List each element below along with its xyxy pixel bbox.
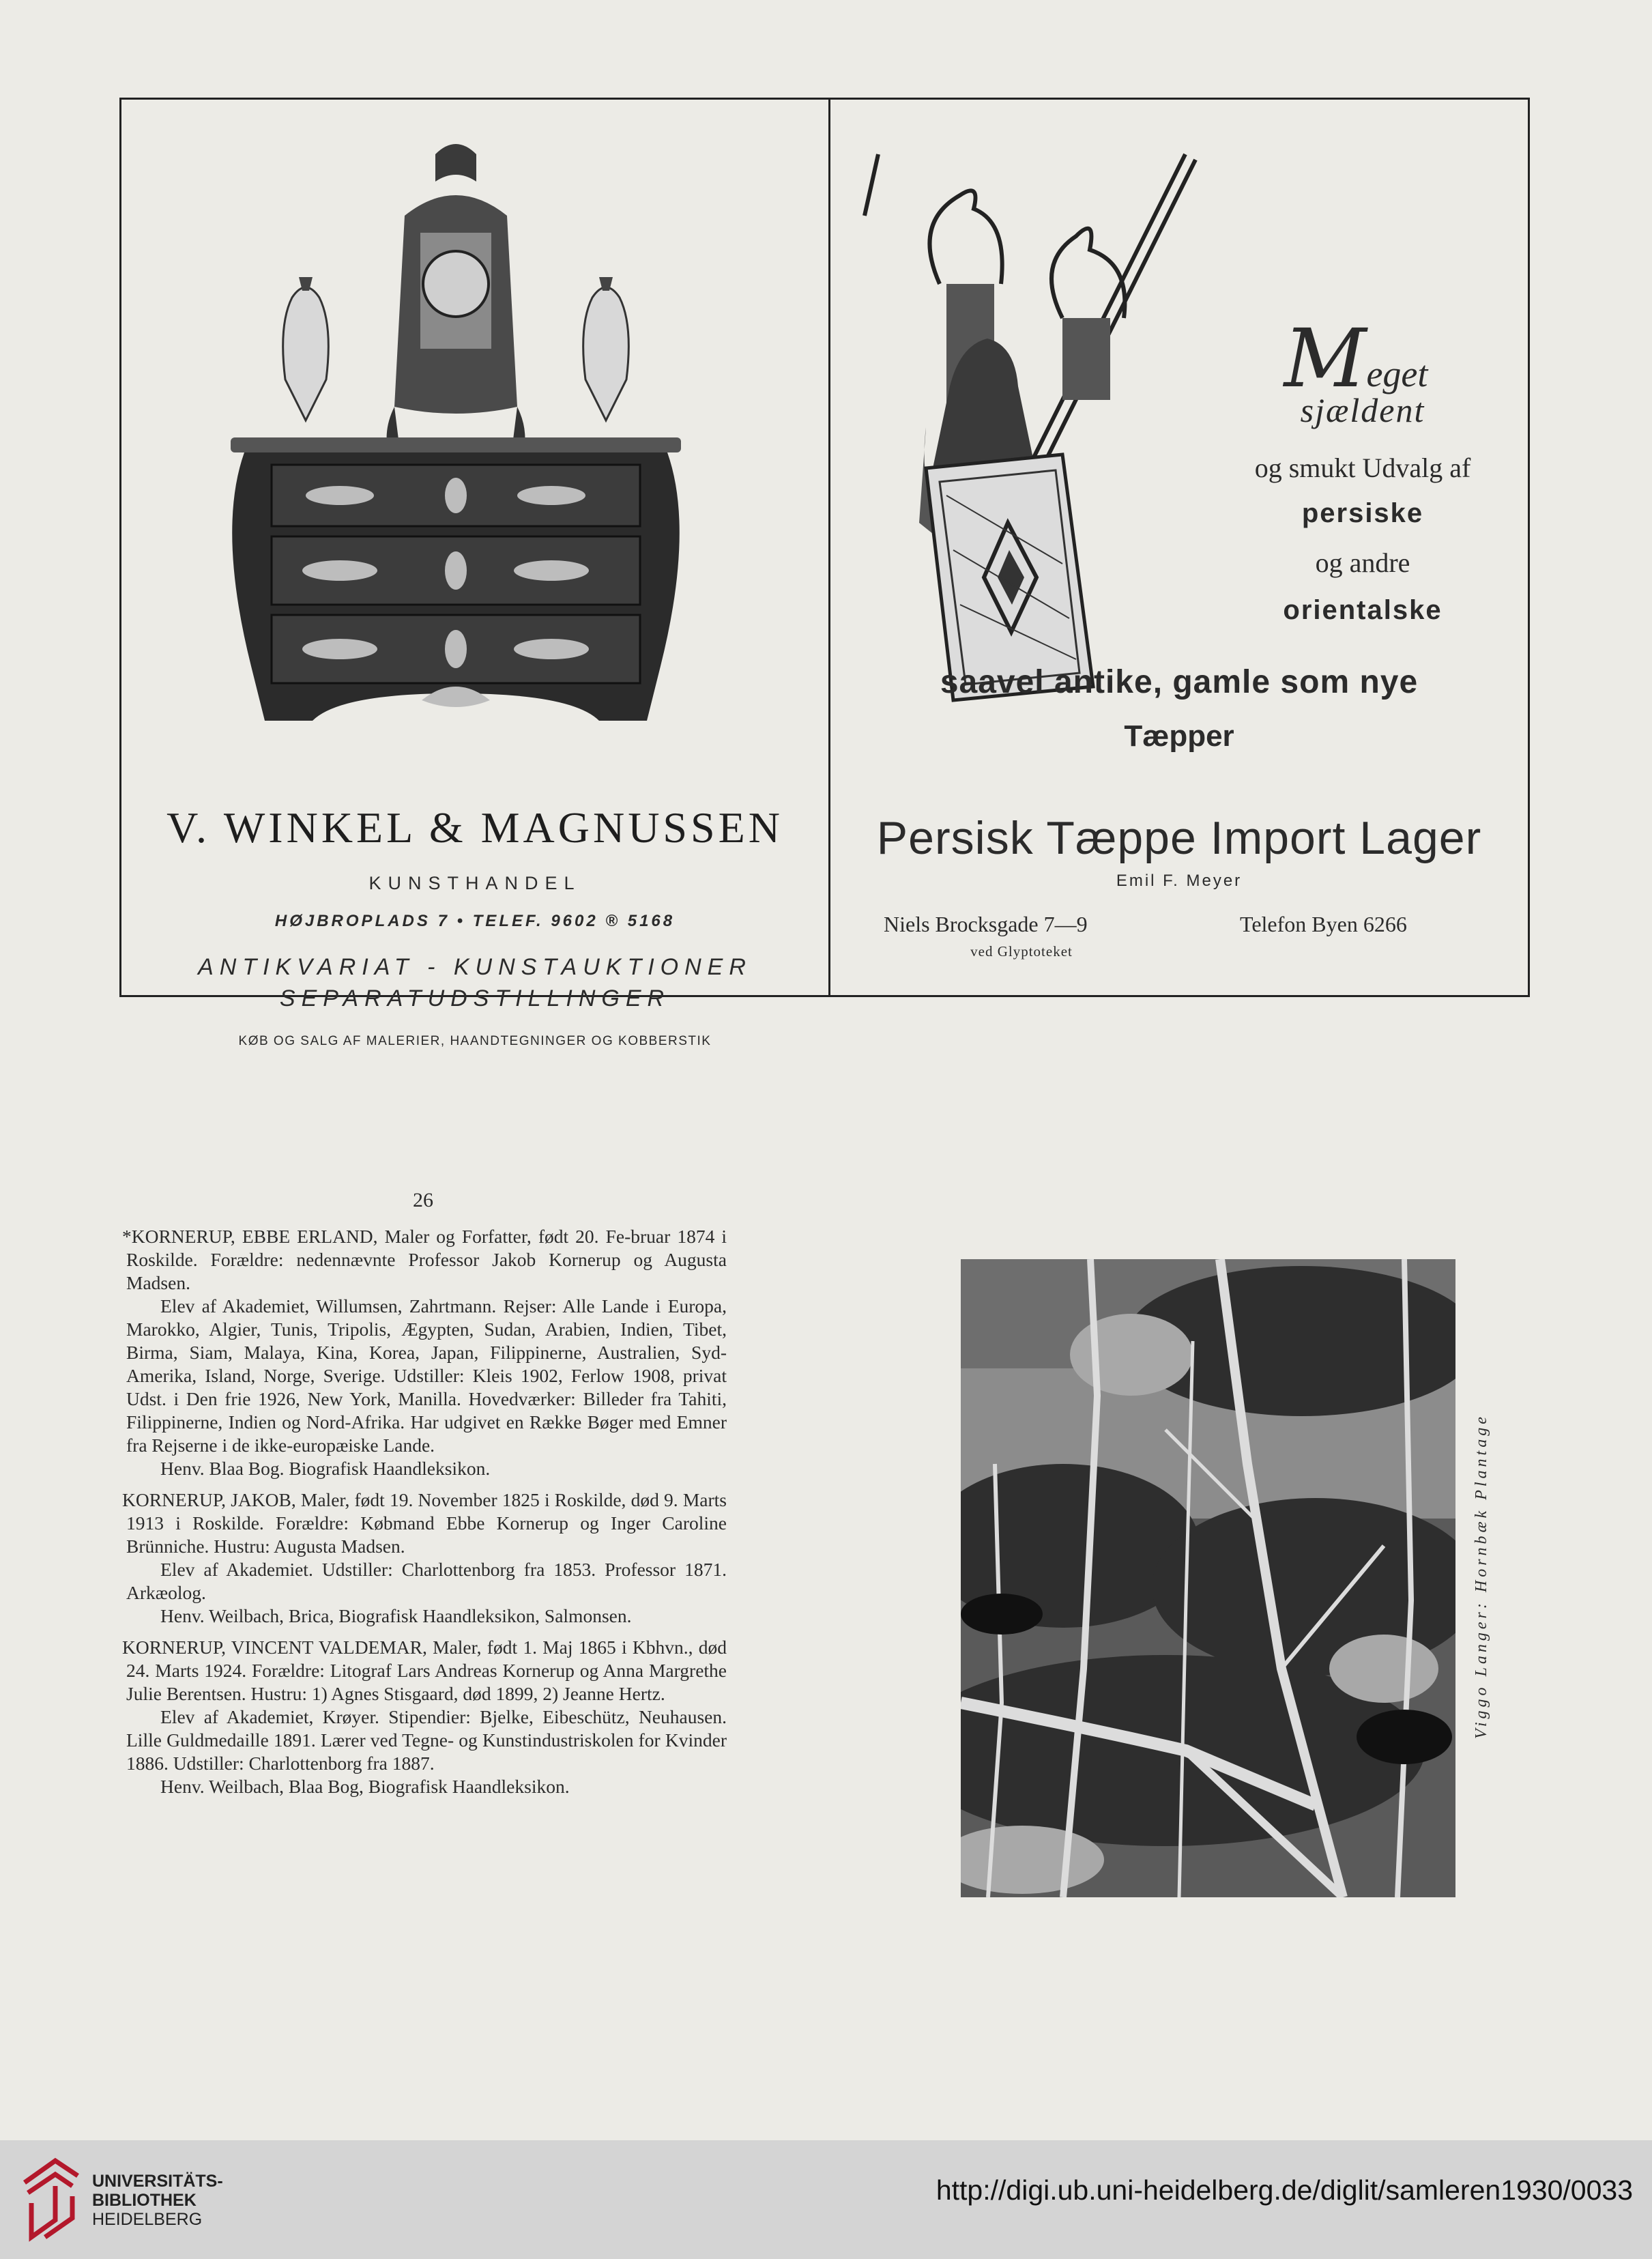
entry-jakob-kornerup <box>122 1488 727 1628</box>
digitization-footer <box>0 2140 1652 2259</box>
meget-initial: M <box>1284 311 1367 405</box>
og-andre-text: og andre <box>1315 547 1410 578</box>
library-name <box>92 2172 223 2229</box>
winkel-subtitle: KUNSTHANDEL <box>368 873 581 893</box>
owner-name: Emil F. Meyer <box>1116 872 1243 890</box>
entry-ebbe-kornerup <box>122 1225 727 1480</box>
library-name-line3: HEIDELBERG <box>92 2210 203 2229</box>
saavel-text: saavel antike, gamle som nye <box>940 664 1419 700</box>
winkel-address: HØJBROPLADS 7 • TELEF. 9602 ® 5168 <box>274 912 676 930</box>
meget-rest: eget <box>1366 354 1428 394</box>
orientalske-text: orientalske <box>1283 595 1443 625</box>
persiske-text: persiske <box>1301 498 1424 528</box>
entry-heading: KORNERUP, JAKOB, Maler, født 19. November 1825 i Roskilde, død 9. Marts 1913 i Roskilde. Forældre: Købmand Ebbe Kornerup og Inger Caroline Brünniche. Hustru: Augusta Madsen. <box>122 1489 727 1557</box>
persisk-taeppe-ad <box>830 100 1528 995</box>
address-note: ved Glyptoteket <box>970 943 1073 960</box>
sjaeldent-text: sjældent <box>1300 391 1425 429</box>
company-name: Persisk Tæppe Import Lager <box>876 812 1482 864</box>
udvalg-text: og smukt Udvalg af <box>1254 452 1471 483</box>
entry-references: Henv. Weilbach, Blaa Bog, Biografisk Haandleksikon. <box>160 1776 570 1797</box>
landscape-photograph <box>961 1259 1455 1897</box>
library-name-line1: UNIVERSITÄTS- <box>92 2172 223 2191</box>
entry-paragraph: Elev af Akademiet. Udstiller: Charlottenborg fra 1853. Professor 1871. Arkæolog. <box>126 1559 727 1603</box>
taepper-text: Tæpper <box>1124 719 1234 753</box>
company-address: Niels Brocksgade 7—9 <box>884 912 1088 936</box>
entry-heading: KORNERUP, VINCENT VALDEMAR, Maler, født 1. Maj 1865 i Kbhvn., død 24. Marts 1924. Forældre: Litograf Lars Andreas Kornerup og Anna Margrethe Julie Berentsen. Hustru: 1) Agnes Stisgaard, død 1899, 2) Jeanne Hertz. <box>122 1637 727 1704</box>
library-name-line2: BIBLIOTHEK <box>92 2191 197 2210</box>
source-url-link[interactable]: http://digi.ub.uni-heidelberg.de/diglit/samleren1930/0033 <box>936 2174 1633 2206</box>
entry-references: Henv. Blaa Bog. Biografisk Haandleksikon. <box>160 1458 491 1479</box>
winkel-services-2: SEPARATUDSTILLINGER <box>279 985 671 1011</box>
commode-illustration <box>231 120 722 816</box>
company-phone: Telefon Byen 6266 <box>1240 912 1407 936</box>
rug-seller-illustration <box>858 141 1240 728</box>
winkel-footer: KØB OG SALG AF MALERIER, HAANDTEGNINGER OG KOBBERSTIK <box>238 1034 712 1048</box>
photo-caption: Viggo Langer: Hornbæk Plantage <box>1473 1413 1490 1740</box>
winkel-name: V. WINKEL & MAGNUSSEN <box>166 803 783 852</box>
entry-references: Henv. Weilbach, Brica, Biografisk Haandleksikon, Salmonsen. <box>160 1605 632 1626</box>
winkel-magnussen-ad <box>121 100 828 1048</box>
entry-paragraph: Elev af Akademiet, Krøyer. Stipendier: Bjelke, Eibeschütz, Neuhausen. Lille Guldmedaille 1891. Lærer ved Tegne- og Kunstindustriskolen for Kvinder 1886. Udstiller: Charlottenborg fra 1887. <box>126 1706 727 1774</box>
entry-vincent-kornerup <box>122 1636 727 1798</box>
entry-heading: *KORNERUP, EBBE ERLAND, Maler og Forfatter, født 20. Fe-bruar 1874 i Roskilde. Forældre: nedennævnte Professor Jakob Kornerup og Augusta Madsen. <box>122 1226 727 1293</box>
advertisement-frame <box>119 98 1530 1048</box>
university-library-logo-icon <box>18 2155 83 2244</box>
entry-paragraph: Elev af Akademiet, Willumsen, Zahrtmann. Rejser: Alle Lande i Europa, Marokko, Algier, Tunis, Tripolis, Ægypten, Sudan, Arabien, Indien, Tibet, Birma, Siam, Malaya, Kina, Korea, Japan, Filippinerne, Australien, Syd-Amerika, Island, Norge, Sverige. Udstiller: Kleis 1902, Ferlow 1908, privat Udst. i Den frie 1926, New York, Manilla. Hovedværker: Billeder fra Tahiti, Filippinerne, Indien og Nord-Afrika. Har udgivet en Række Bøger med Emner fra Rejserne i de ikke-europæiske Lande. <box>126 1295 727 1456</box>
biography-column <box>122 1225 727 1807</box>
winkel-services-1: ANTIKVARIAT - KUNSTAUKTIONER <box>198 954 752 980</box>
page-number: 26 <box>413 1189 433 1211</box>
